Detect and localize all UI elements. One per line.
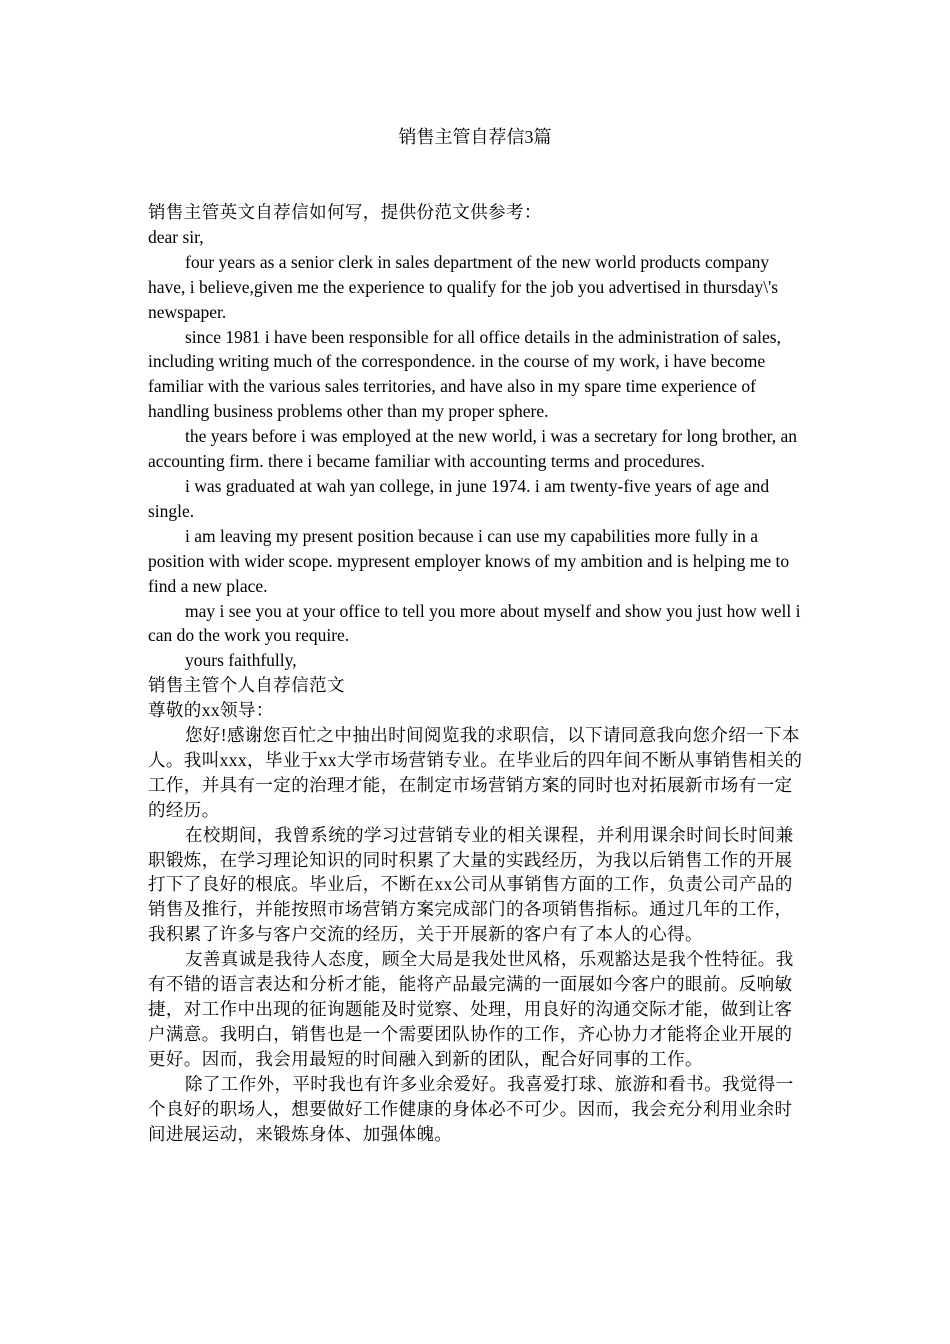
document-title: 销售主管自荐信3篇 [398, 127, 552, 147]
body-paragraph: i was graduated at wah yan college, in june 1974. i am twenty-five years of age and single. [148, 475, 770, 521]
body-paragraph: 您好!感谢您百忙之中抽出时间阅览我的求职信，以下请同意我向您介绍一下本人。我叫xxx，毕业于xx大学市场营销专业。在毕业后的四年间不断从事销售相关的工作，并具有一定的治理才能，在制定市场营销方案的同时也对拓展新市场有一定的经历。 [148, 725, 803, 820]
body-paragraph: 在校期间，我曾系统的学习过营销专业的相关课程，并利用课余时间长时间兼职锻炼，在学习理论知识的同时积累了大量的实践经历，为我以后销售工作的开展打下了良好的根底。毕业后，不断在xx公司从事销售方面的工作，负责公司产品的销售及推行，并能按照市场营销方案完成部门的各项销售指标。通过几年的工作，我积累了许多与客户交流的经历，关于开展新的客户有了本人的心得。 [148, 824, 794, 945]
body-paragraph: four years as a senior clerk in sales department of the new world products company have, i believe,given me the experience to qualify for the job you advertised in thursday\'s newspaper. [148, 251, 779, 322]
body-paragraph: i am leaving my present position because i can use my capabilities more fully in a position with wider scope. mypresent employer knows of my ambition and is helping me to find a new place. [148, 525, 790, 596]
body-paragraph: 友善真诚是我待人态度，顾全大局是我处世风格，乐观豁达是我个性特征。我有不错的语言表达和分析才能，能将产品最完满的一面展如今客户的眼前。反响敏捷，对工作中出现的征询题能及时觉察、处理，用良好的沟通交际才能，做到让客户满意。我明白，销售也是一个需要团队协作的工作，齐心协力才能将企业开展的更好。因而，我会用最短的时间融入到新的团队，配合好同事的工作。 [148, 949, 794, 1069]
body-paragraph: dear sir, [148, 226, 204, 247]
body-paragraph: yours faithfully, [185, 650, 297, 671]
body-paragraph: since 1981 i have been responsible for all office details in the administration of sales, including writing much of the correspondence. in the course of my work, i have become familiar with the various sales territories, and have also in my spare time experience of handling business problems other than my proper sphere. [148, 326, 781, 422]
body-paragraph: 尊敬的xx领导： [148, 700, 274, 721]
body-paragraph: may i see you at your office to tell you more about myself and show you just how well i can do the work you require. [148, 600, 801, 646]
body-paragraph: 除了工作外，平时我也有许多业余爱好。我喜爱打球、旅游和看书。我觉得一个良好的职场人，想要做好工作健康的身体必不可少。因而，我会充分利用业余时间进展运动，来锻炼身体、加强体魄。 [148, 1073, 794, 1144]
body-paragraph: 销售主管个人自荐信范文 [148, 675, 345, 696]
document-body [148, 200, 804, 1146]
body-paragraph: 销售主管英文自荐信如何写，提供份范文供参考： [148, 202, 542, 222]
body-paragraph: the years before i was employed at the new world, i was a secretary for long brother, an accounting firm. there i became familiar with accounting terms and procedures. [148, 426, 798, 472]
